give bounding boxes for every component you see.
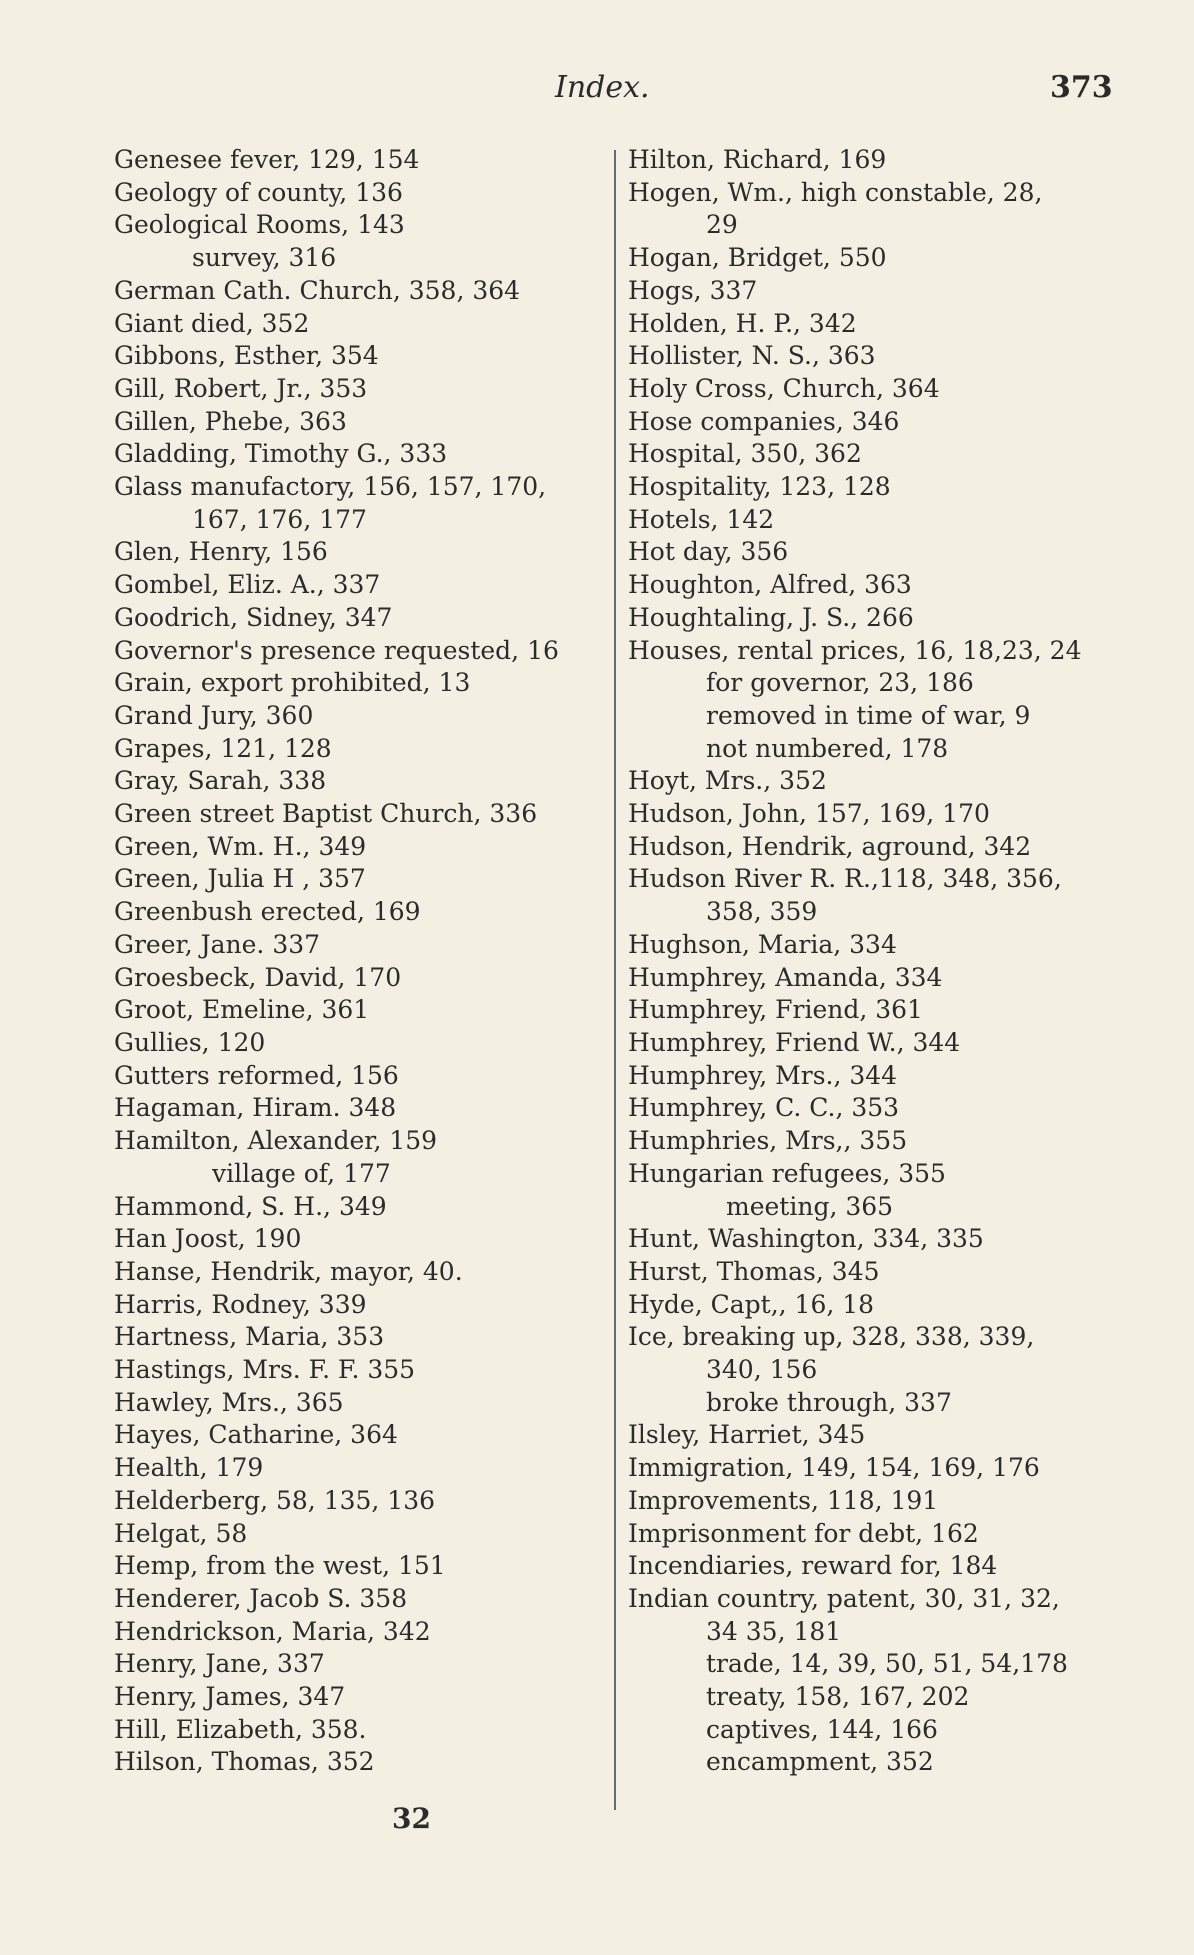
index-entry: Hudson, John, 157, 169, 170 — [628, 799, 990, 829]
index-entry: Gillen, Phebe, 363 — [114, 406, 347, 436]
index-entry: 34 35, 181 — [706, 1616, 842, 1646]
index-entry: Incendiaries, reward for, 184 — [628, 1551, 998, 1581]
index-entry: Ice, breaking up, 328, 338, 339, — [628, 1322, 1035, 1352]
index-entry: Hendrickson, Maria, 342 — [114, 1616, 431, 1646]
index-entry: Houghton, Alfred, 363 — [628, 570, 912, 600]
index-entry: Giant died, 352 — [114, 308, 310, 338]
signature-mark: 32 — [392, 1802, 431, 1835]
index-entry: Humphrey, Friend W., 344 — [628, 1027, 961, 1057]
index-entry: Hilson, Thomas, 352 — [114, 1747, 375, 1777]
index-entry: Green street Baptist Church, 336 — [114, 799, 538, 829]
index-entry: Hospitality, 123, 128 — [628, 472, 891, 502]
index-entry: Health, 179 — [114, 1453, 264, 1483]
index-entry: Grand Jury, 360 — [114, 700, 314, 730]
index-entry: Glass manufactory, 156, 157, 170, — [114, 472, 547, 502]
index-entry: Hungarian refugees, 355 — [628, 1158, 946, 1188]
index-entry: Gombel, Eliz. A., 337 — [114, 570, 381, 600]
index-entry: Hospital, 350, 362 — [628, 439, 862, 469]
column-divider — [614, 150, 616, 1810]
index-column-left — [114, 144, 614, 1779]
index-entry: Genesee fever, 129, 154 — [114, 145, 420, 174]
index-entry: Hose companies, 346 — [628, 406, 900, 436]
index-entry: meeting, 365 — [726, 1191, 894, 1221]
index-entry: Hunt, Washington, 334, 335 — [628, 1224, 984, 1254]
index-entry: Hastings, Mrs. F. F. 355 — [114, 1355, 416, 1385]
index-entry: Han Joost, 190 — [114, 1224, 302, 1254]
index-entry: Holy Cross, Church, 364 — [628, 373, 940, 403]
index-entry: Hotels, 142 — [628, 504, 775, 534]
index-entry: Hogs, 337 — [628, 275, 758, 305]
index-entry: Henry, Jane, 337 — [114, 1649, 325, 1679]
index-entry: removed in time of war, 9 — [706, 700, 1031, 730]
index-entry: Gullies, 120 — [114, 1027, 266, 1057]
index-entry: Henry, James, 347 — [114, 1682, 346, 1712]
index-entry: Humphrey, Amanda, 334 — [628, 962, 943, 992]
index-entry: Indian country, patent, 30, 31, 32, — [628, 1583, 1060, 1613]
index-entry: German Cath. Church, 358, 364 — [114, 275, 521, 305]
index-entry: broke through, 337 — [706, 1387, 952, 1417]
index-entry: Hyde, Capt,, 16, 18 — [628, 1289, 875, 1319]
index-entry: Hughson, Maria, 334 — [628, 929, 897, 959]
index-entry: Green, Julia H , 357 — [114, 864, 366, 894]
index-entry: Geology of county, 136 — [114, 177, 403, 207]
index-entry: Holden, H. P., 342 — [628, 308, 857, 338]
index-entry: Hudson, Hendrik, aground, 342 — [628, 831, 1032, 861]
index-entry: for governor, 23, 186 — [706, 668, 974, 698]
index-entry: Helgat, 58 — [114, 1518, 248, 1548]
index-entry: Goodrich, Sidney, 347 — [114, 602, 393, 632]
index-entry: Grain, export prohibited, 13 — [114, 668, 471, 698]
page-header-title: Index. — [555, 70, 650, 105]
index-entry: village of, 177 — [212, 1158, 391, 1188]
index-entry: Glen, Henry, 156 — [114, 537, 328, 567]
index-entry: Improvements, 118, 191 — [628, 1485, 939, 1515]
index-entry: Gibbons, Esther, 354 — [114, 341, 379, 371]
index-entry: Green, Wm. H., 349 — [114, 831, 367, 861]
index-entry: Grapes, 121, 128 — [114, 733, 332, 763]
index-entry: trade, 14, 39, 50, 51, 54,178 — [706, 1649, 1068, 1679]
index-entry: not numbered, 178 — [706, 733, 949, 763]
index-entry: Greenbush erected, 169 — [114, 897, 421, 927]
index-entry: captives, 144, 166 — [706, 1714, 938, 1744]
index-entry: Hilton, Richard, 169 — [628, 145, 887, 174]
index-entry: Hoyt, Mrs., 352 — [628, 766, 827, 796]
index-entry: Hanse, Hendrik, mayor, 40. — [114, 1256, 463, 1286]
index-entry: Humphrey, Mrs., 344 — [628, 1060, 898, 1090]
index-entry: Ilsley, Harriet, 345 — [628, 1420, 866, 1450]
index-entry: Houses, rental prices, 16, 18,23, 24 — [628, 635, 1082, 665]
index-entry: Gutters reformed, 156 — [114, 1060, 399, 1090]
index-entry: 167, 176, 177 — [192, 504, 367, 534]
index-entry: survey, 316 — [192, 243, 337, 273]
index-entry: Gill, Robert, Jr., 353 — [114, 373, 368, 403]
index-entry: Groesbeck, David, 170 — [114, 962, 402, 992]
index-entry: Helderberg, 58, 135, 136 — [114, 1485, 436, 1515]
index-entry: 29 — [706, 210, 738, 240]
index-entry: Governor's presence requested, 16 — [114, 635, 559, 665]
index-entry: Hudson River R. R.,118, 348, 356, — [628, 864, 1062, 894]
index-entry: Hammond, S. H., 349 — [114, 1191, 387, 1221]
index-entry: encampment, 352 — [706, 1747, 934, 1777]
index-entry: Hemp, from the west, 151 — [114, 1551, 446, 1581]
index-entry: Hartness, Maria, 353 — [114, 1322, 385, 1352]
index-entry: Greer, Jane. 337 — [114, 929, 321, 959]
index-entry: Hogan, Bridget, 550 — [628, 243, 887, 273]
index-entry: Humphries, Mrs,, 355 — [628, 1126, 908, 1156]
index-entry: Imprisonment for debt, 162 — [628, 1518, 979, 1548]
index-entry: Houghtaling, J. S., 266 — [628, 602, 914, 632]
index-entry: Hurst, Thomas, 345 — [628, 1256, 880, 1286]
index-entry: Immigration, 149, 154, 169, 176 — [628, 1453, 1040, 1483]
index-entry: Hot day, 356 — [628, 537, 789, 567]
index-entry: Gray, Sarah, 338 — [114, 766, 327, 796]
index-entry: 340, 156 — [706, 1355, 818, 1385]
index-entry: Harris, Rodney, 339 — [114, 1289, 367, 1319]
index-entry: Geological Rooms, 143 — [114, 210, 405, 240]
index-entry: Hollister, N. S., 363 — [628, 341, 876, 371]
index-entry: Groot, Emeline, 361 — [114, 995, 370, 1025]
index-column-right — [628, 144, 1148, 1779]
index-entry: Humphrey, Friend, 361 — [628, 995, 923, 1025]
index-entry: Gladding, Timothy G., 333 — [114, 439, 448, 469]
index-entry: Hogen, Wm., high constable, 28, — [628, 177, 1043, 207]
index-entry: Hagaman, Hiram. 348 — [114, 1093, 397, 1123]
index-entry: Humphrey, C. C., 353 — [628, 1093, 900, 1123]
index-entry: Hawley, Mrs., 365 — [114, 1387, 344, 1417]
index-entry: 358, 359 — [706, 897, 818, 927]
page-number: 373 — [1050, 70, 1113, 105]
index-entry: Hamilton, Alexander, 159 — [114, 1126, 438, 1156]
index-entry: Henderer, Jacob S. 358 — [114, 1583, 408, 1613]
index-entry: Hill, Elizabeth, 358. — [114, 1714, 367, 1744]
index-entry: treaty, 158, 167, 202 — [706, 1682, 970, 1712]
index-entry: Hayes, Catharine, 364 — [114, 1420, 398, 1450]
